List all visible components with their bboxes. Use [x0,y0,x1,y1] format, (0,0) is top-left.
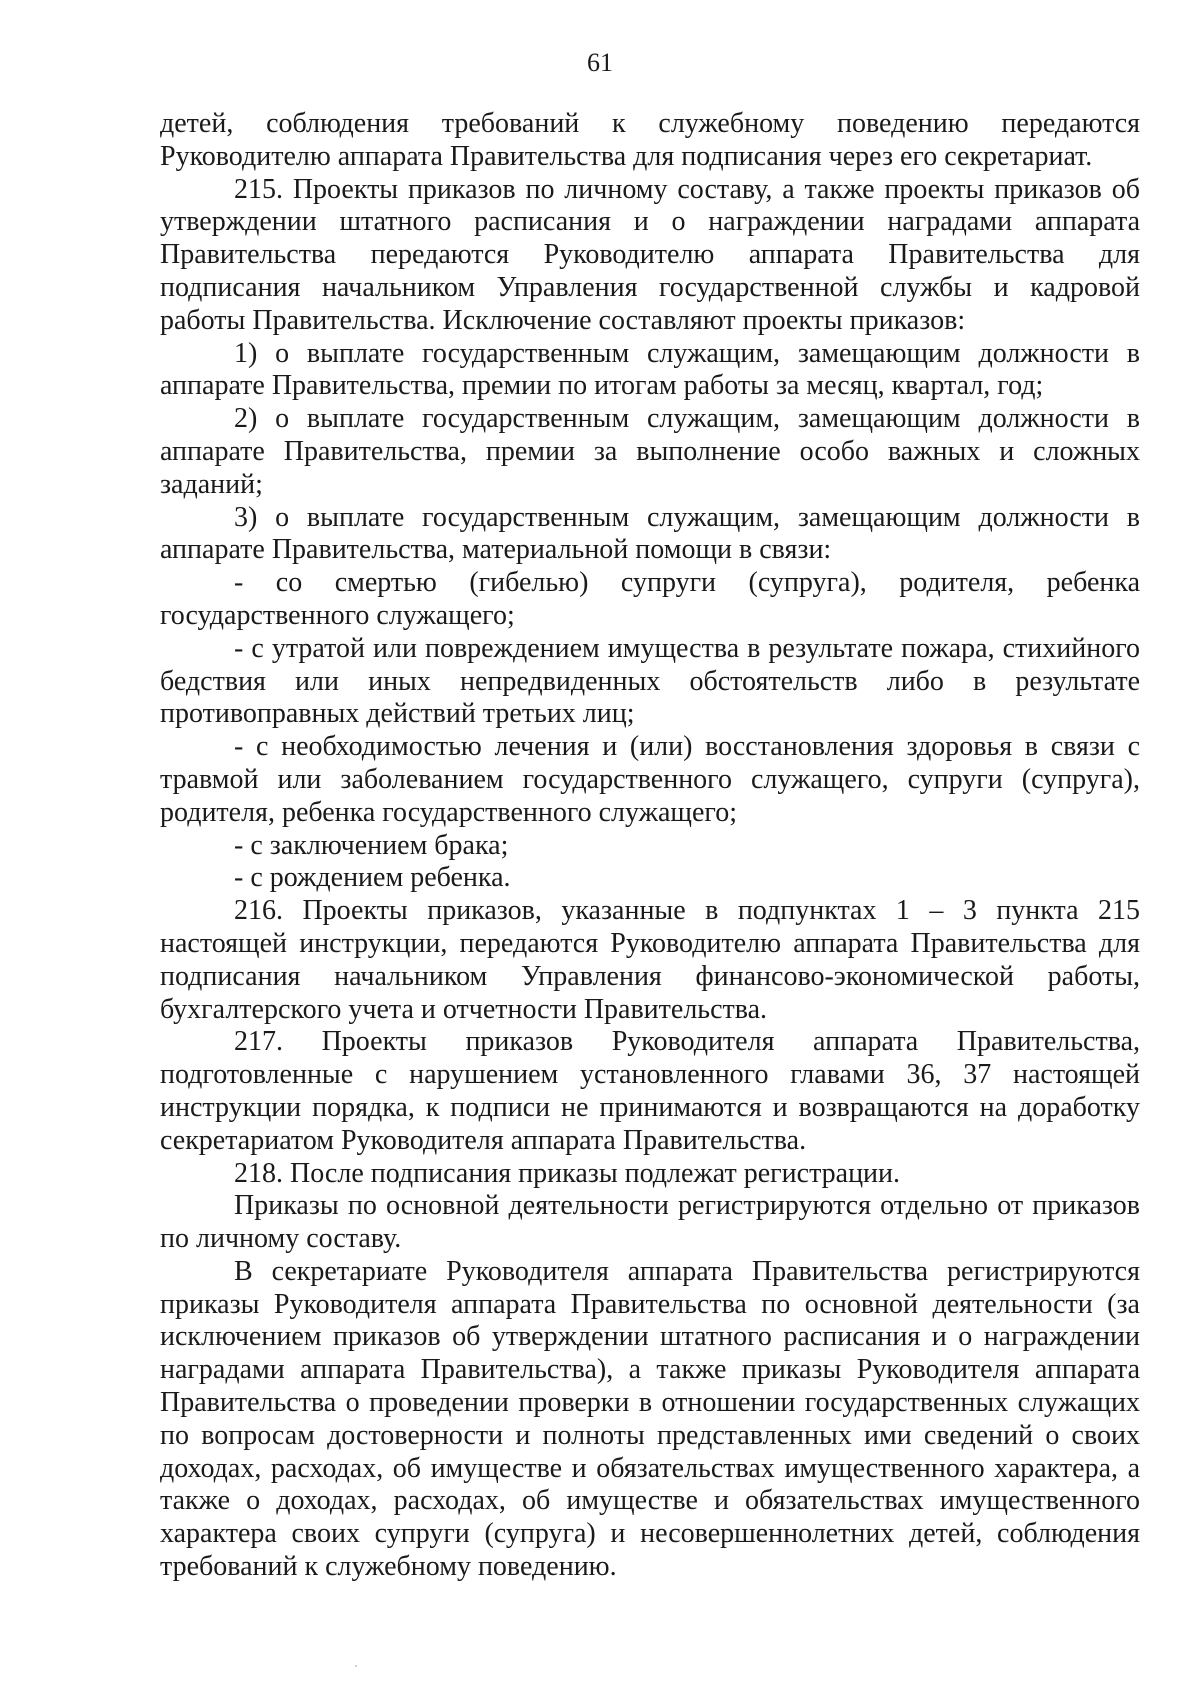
bullet-property-loss: - с утратой или повреждением имущества в результате пожара, стихийного бедствия или иных непредвиденных обстоятельств либо в результате противоправных действий третьих лиц; [160,632,1140,730]
bullet-treatment: - с необходимостью лечения и (или) восстановления здоровья в связи с травмой или заболеванием государственного служащего, супруги (супруга), родителя, ребенка государственного служащего; [160,731,1140,828]
bullet-marriage: - с заключением брака; [234,829,509,861]
page-number: 61 [587,48,613,77]
paragraph-item-216: 216. Проекты приказов, указанные в подпунктах 1 – 3 пункта 215 настоящей инструкции, передаются Руководителю аппарата Правительства для подписания начальником Управления финансово-экономической работы, бухгалтерского учета и отчетности Правительства. [160,895,1140,1025]
paragraph-item-217: 217. Проекты приказов Руководителя аппарата Правительства, подготовленные с нарушением установленного главами 36, 37 настоящей инструкции порядка, к подписи не принимаются и возвращаются на доработку секретариатом Руководителя аппарата Правительства. [160,1026,1140,1156]
subitem-1: 1) о выплате государственным служащим, замещающим должности в аппарате Правительства, премии по итогам работы за месяц, квартал, год; [160,337,1140,402]
paragraph-main-activity-orders: Приказы по основной деятельности регистрируются отдельно от приказов по личному составу. [160,1190,1140,1255]
bullet-childbirth: - с рождением ребенка. [234,862,511,894]
subitem-3: 3) о выплате государственным служащим, замещающим должности в аппарате Правительства, материальной помощи в связи: [160,501,1140,566]
document-body [160,108,1140,1584]
paragraph-item-215: 215. Проекты приказов по личному составу, а также проекты приказов об утверждении штатного расписания и о награждении наградами аппарата Правительства передаются Руководителю аппарата Правительства для подписания начальником Управления государственной службы и кадровой работы Правительства. Исключение составляют проекты приказов: [160,173,1140,336]
paragraph-item-218: 218. После подписания приказы подлежат регистрации. [234,1157,901,1189]
scan-speck [355,1665,357,1667]
bullet-death: - со смертью (гибелью) супруги (супруга), родителя, ребенка государственного служащего; [160,567,1140,631]
paragraph-secretariat-registration: В секретариате Руководителя аппарата Правительства регистрируются приказы Руководителя аппарата Правительства по основной деятельности (за исключением приказов об утверждении штатного расписания и о награждении наградами аппарата Правительства), а также приказы Руководителя аппарата Правительства о проведении проверки в отношении государственных служащих по вопросам достоверности и полноты представленных ими сведений о своих доходах, расходах, об имуществе и обязательствах имущественного характера, а также о доходах, расходах, об имуществе и обязательствах имущественного характера своих супруги (супруга) и несовершеннолетних детей, соблюдения требований к служебному поведению. [160,1255,1140,1583]
subitem-2: 2) о выплате государственным служащим, замещающим должности в аппарате Правительства, премии за выполнение особо важных и сложных заданий; [160,403,1140,500]
paragraph-continuation: детей, соблюдения требований к служебному поведению передаются Руководителю аппарата Правительства для подписания через его секретариат. [160,108,1140,172]
